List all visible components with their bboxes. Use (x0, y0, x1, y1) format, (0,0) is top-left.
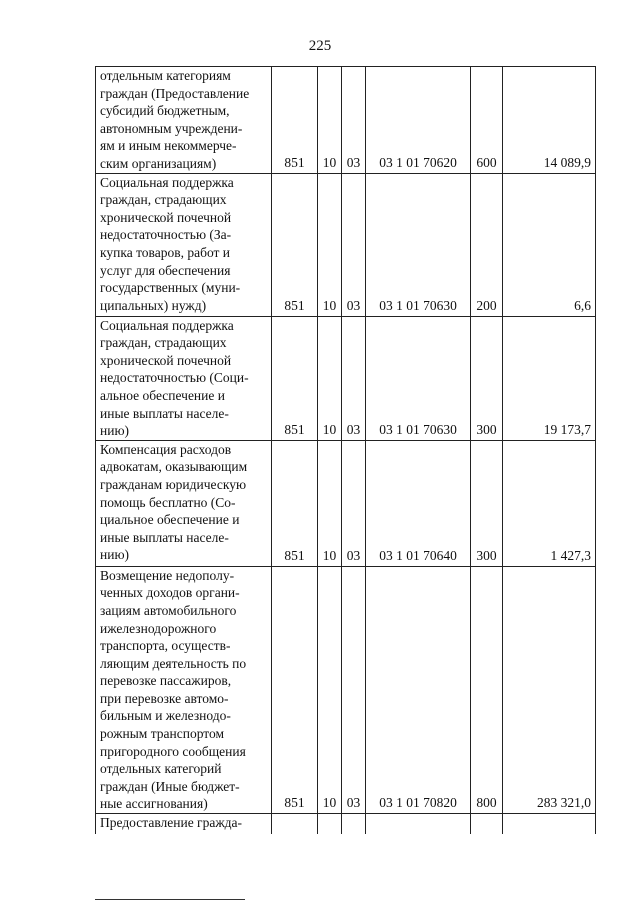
ministry-code: 851 (272, 316, 318, 440)
row-description: Предоставление гражда- (96, 814, 272, 834)
section-code: 10 (318, 316, 342, 440)
subsection-code (342, 814, 366, 834)
target-article-code (366, 814, 471, 834)
target-article-code: 03 1 01 70620 (366, 67, 471, 174)
amount-value: 19 173,7 (503, 316, 596, 440)
table-row (96, 316, 596, 440)
ministry-code (272, 814, 318, 834)
expense-type-code: 300 (471, 316, 503, 440)
target-article-code: 03 1 01 70630 (366, 173, 471, 316)
expense-type-code: 800 (471, 566, 503, 813)
expense-type-code: 300 (471, 440, 503, 566)
section-code (318, 814, 342, 834)
expense-type-code: 200 (471, 173, 503, 316)
section-code: 10 (318, 566, 342, 813)
amount-value: 283 321,0 (503, 566, 596, 813)
amount-value: 1 427,3 (503, 440, 596, 566)
subsection-code: 03 (342, 173, 366, 316)
ministry-code: 851 (272, 173, 318, 316)
footnote-rule (95, 899, 245, 900)
row-description: Социальная поддержка граждан, страдающих хронической почечной недостаточностью (За- купка товаров, работ и услуг для обеспечения государственных (муни- ципальных) нужд) (96, 173, 272, 316)
row-description: отдельным категориям граждан (Предоставление субсидий бюджетным, автономным учреждени- ям и иным некоммерче- ским организациям) (96, 67, 272, 174)
table-row (96, 440, 596, 566)
table-row (96, 67, 596, 174)
subsection-code: 03 (342, 316, 366, 440)
amount-value: 14 089,9 (503, 67, 596, 174)
table-row (96, 814, 596, 834)
amount-value: 6,6 (503, 173, 596, 316)
expense-type-code (471, 814, 503, 834)
page-number: 225 (308, 38, 332, 54)
row-description: Компенсация расходов адвокатам, оказывающим гражданам юридическую помощь бесплатно (Со- циальное обеспечение и иные выплаты населе- нию) (96, 440, 272, 566)
ministry-code: 851 (272, 440, 318, 566)
subsection-code: 03 (342, 67, 366, 174)
row-description: Возмещение недополу- ченных доходов органи- зациям автомобильного ижелезнодорожного транспорта, осуществ- ляющим деятельность по перевозке пассажиров, при перевозке автомо- бильным и железнодо- рожным транспортом пригородного сообщения отдельных категорий граждан (Иные бюджет- ные ассигнования) (96, 566, 272, 813)
table-row (96, 173, 596, 316)
row-description: Социальная поддержка граждан, страдающих хронической почечной недостаточностью (Соци- альное обеспечение и иные выплаты населе- нию) (96, 316, 272, 440)
budget-table (95, 66, 596, 834)
amount-value (503, 814, 596, 834)
table-row (96, 566, 596, 813)
section-code: 10 (318, 173, 342, 316)
ministry-code: 851 (272, 566, 318, 813)
section-code: 10 (318, 440, 342, 566)
expense-type-code: 600 (471, 67, 503, 174)
section-code: 10 (318, 67, 342, 174)
target-article-code: 03 1 01 70640 (366, 440, 471, 566)
subsection-code: 03 (342, 566, 366, 813)
ministry-code: 851 (272, 67, 318, 174)
target-article-code: 03 1 01 70820 (366, 566, 471, 813)
target-article-code: 03 1 01 70630 (366, 316, 471, 440)
subsection-code: 03 (342, 440, 366, 566)
